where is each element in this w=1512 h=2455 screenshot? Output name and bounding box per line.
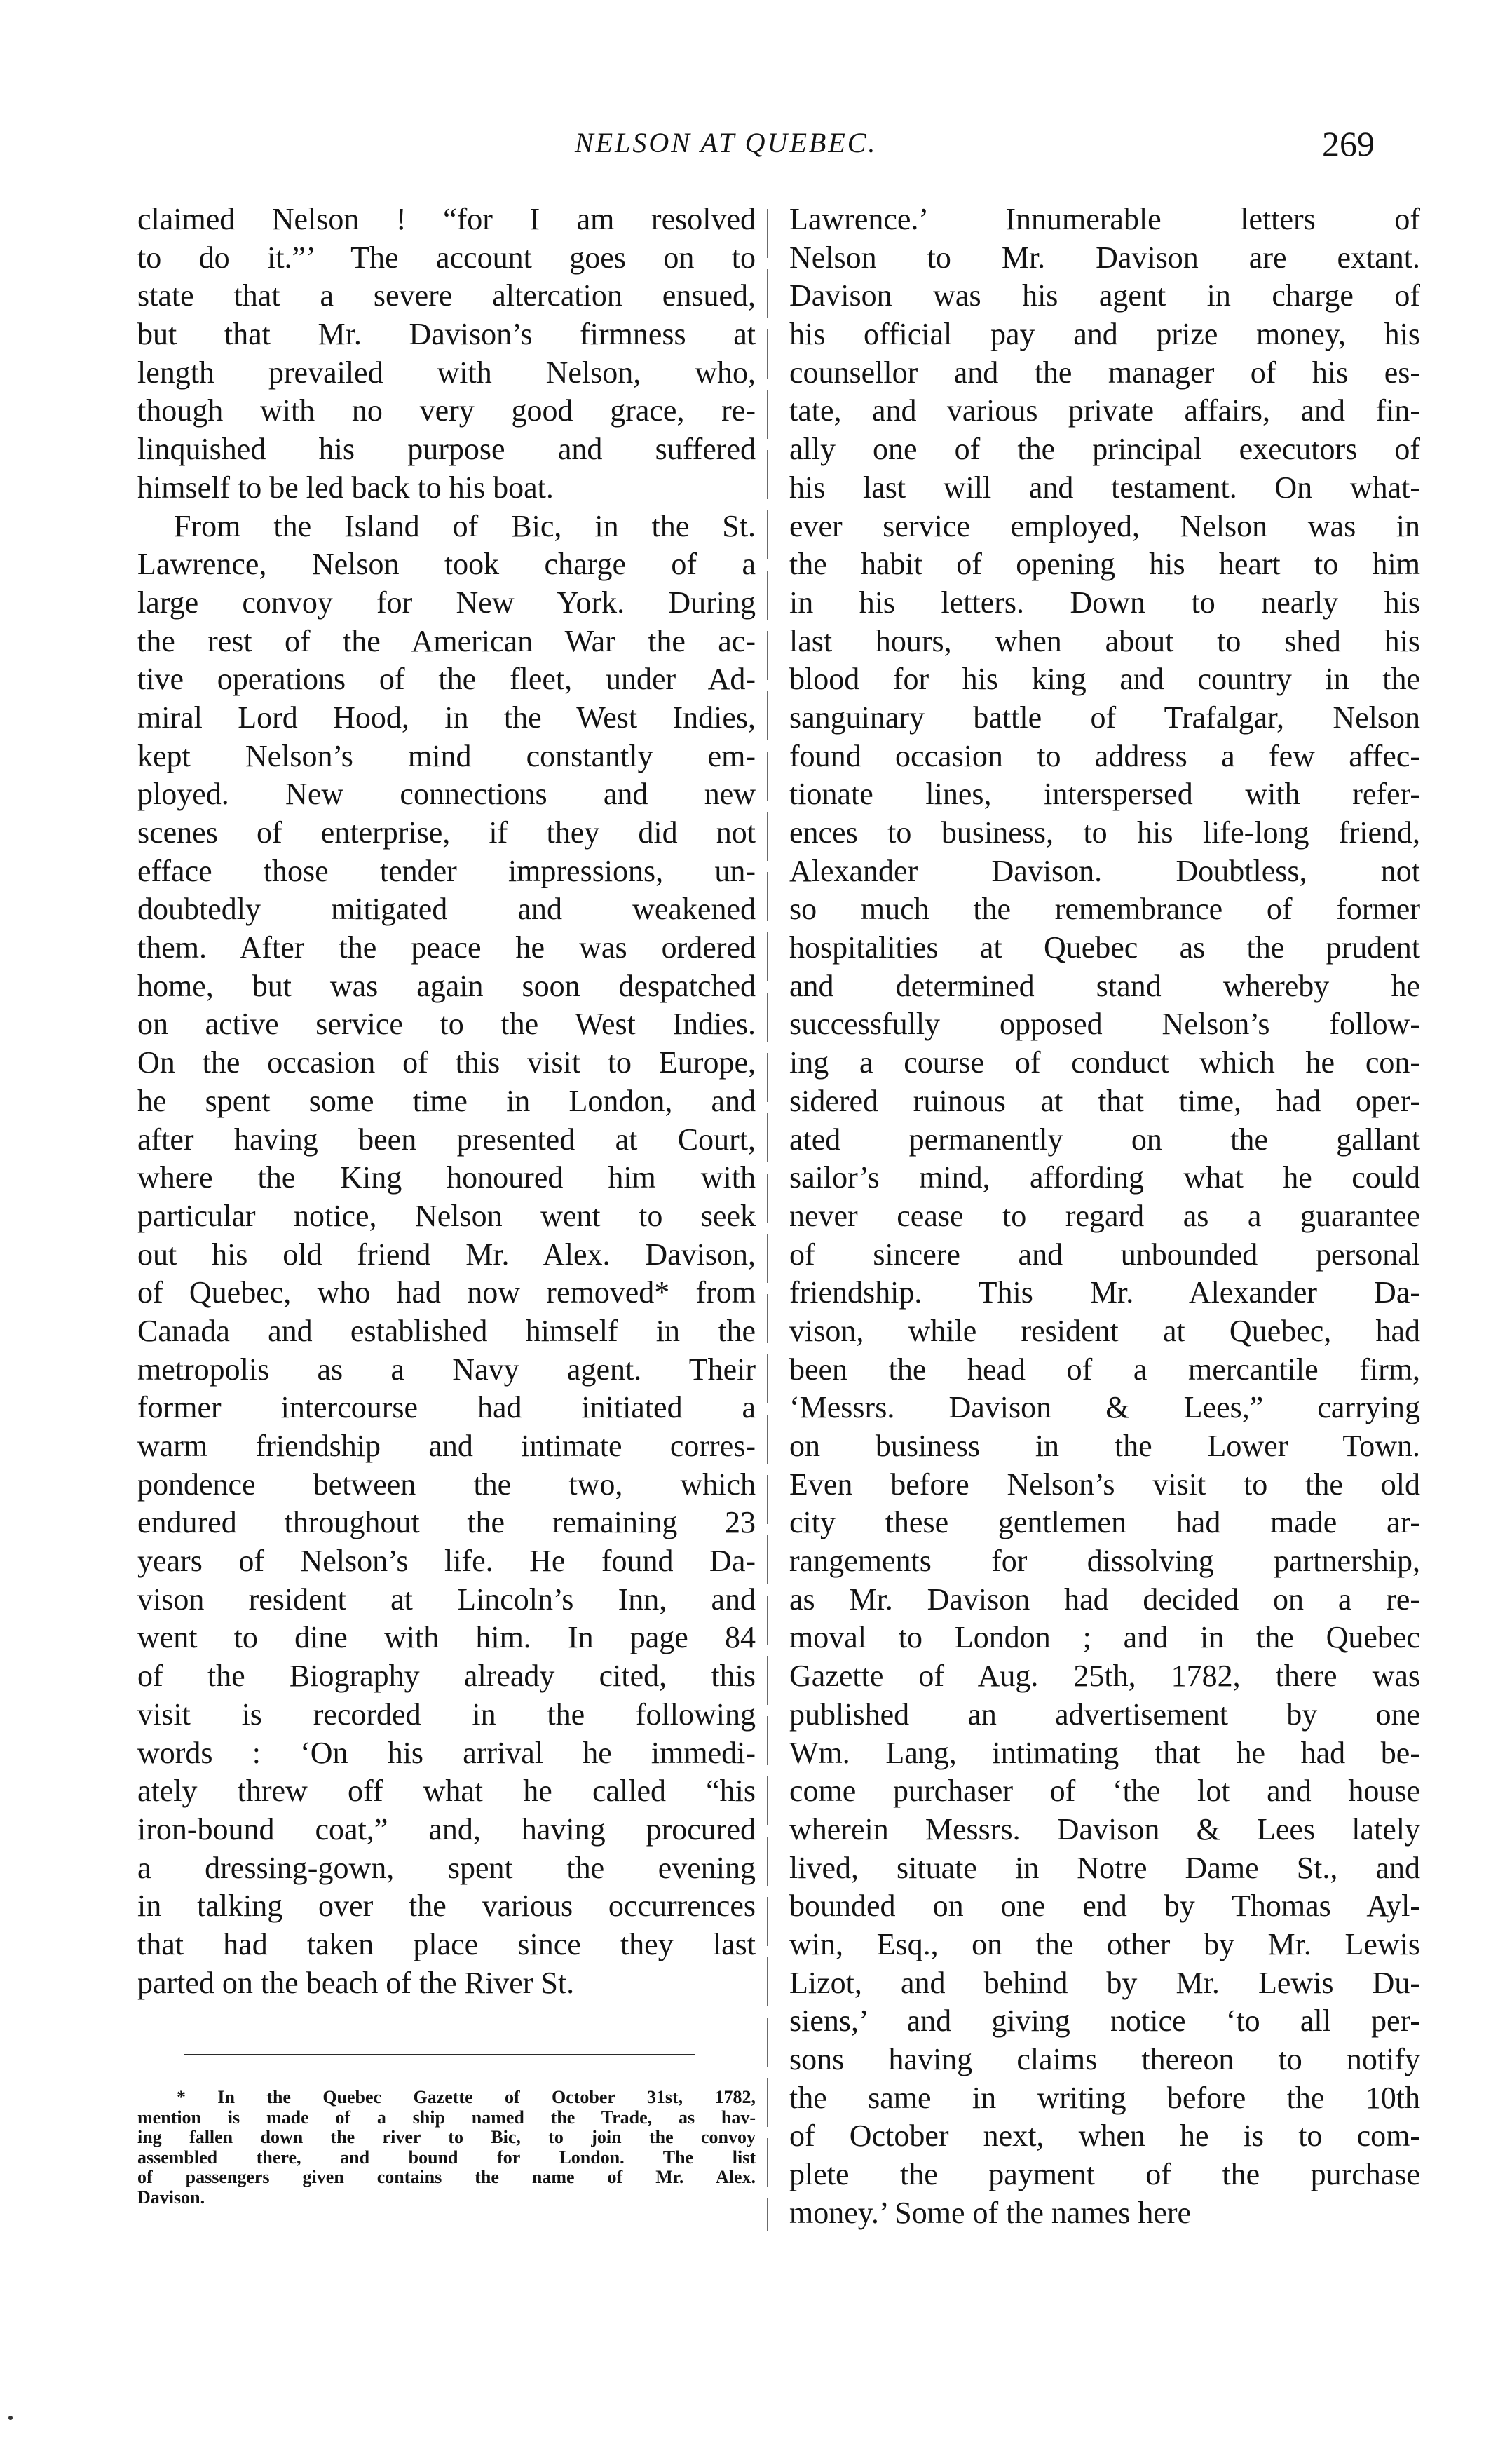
text-line: pondence between the two, which <box>137 1467 756 1502</box>
text-line: ences to business, to his life-long friend, <box>789 815 1420 850</box>
text-line: lived, situate in Notre Dame St., and <box>789 1850 1420 1885</box>
text-line: Gazette of Aug. 25th, 1782, there was <box>789 1659 1420 1694</box>
text-line: miral Lord Hood, in the West Indies, <box>137 700 756 735</box>
text-line: moval to London ; and in the Quebec <box>789 1620 1420 1655</box>
text-line: hospitalities at Quebec as the prudent <box>789 930 1420 965</box>
text-line: win, Esq., on the other by Mr. Lewis <box>789 1926 1420 1961</box>
text-line: of the Biography already cited, this <box>137 1659 756 1694</box>
scan-mark <box>8 2416 13 2420</box>
text-line: of sincere and unbounded personal <box>789 1237 1420 1272</box>
text-line: Wm. Lang, intimating that he had be- <box>789 1735 1420 1770</box>
text-line: large convoy for New York. During <box>137 585 756 620</box>
text-line: his last will and testament. On what- <box>789 470 1420 505</box>
text-line: Lizot, and behind by Mr. Lewis Du- <box>789 1965 1420 2000</box>
text-line: On the occasion of this visit to Europe, <box>137 1045 756 1080</box>
text-line: out his old friend Mr. Alex. Davison, <box>137 1237 756 1272</box>
left-column <box>137 200 756 2002</box>
text-line: in talking over the various occurrences <box>137 1889 756 1924</box>
text-line: metropolis as a Navy agent. Their <box>137 1352 756 1387</box>
text-line: ing a course of conduct which he con- <box>789 1045 1420 1080</box>
text-line: found occasion to address a few affec- <box>789 738 1420 773</box>
text-line: vison, while resident at Quebec, had <box>789 1313 1420 1348</box>
text-line: on business in the Lower Town. <box>789 1429 1420 1463</box>
text-line: home, but was again soon despatched <box>137 968 756 1003</box>
text-line: counsellor and the manager of his es- <box>789 355 1420 390</box>
text-line: ployed. New connections and new <box>137 777 756 812</box>
footnote-line: of passengers given contains the name of Mr. Alex. <box>137 2168 756 2187</box>
text-line: successfully opposed Nelson’s follow- <box>789 1007 1420 1042</box>
text-line: siens,’ and giving notice ‘to all per- <box>789 2004 1420 2039</box>
text-line: on active service to the West Indies. <box>137 1007 756 1042</box>
text-line: Canada and established himself in the <box>137 1313 756 1348</box>
text-line: vison resident at Lincoln’s Inn, and <box>137 1582 756 1617</box>
text-line: went to dine with him. In page 84 <box>137 1620 756 1655</box>
text-line: ‘Messrs. Davison & Lees,” carrying <box>789 1390 1420 1425</box>
text-line: though with no very good grace, re- <box>137 393 756 428</box>
text-line: parted on the beach of the River St. <box>137 1965 575 2000</box>
text-line: his official pay and prize money, his <box>789 317 1420 352</box>
text-line: ated permanently on the gallant <box>789 1122 1420 1157</box>
footnote <box>137 2088 756 2208</box>
text-line: tate, and various private affairs, and fin- <box>789 393 1420 428</box>
text-line: himself to be led back to his boat. <box>137 470 554 505</box>
text-line: a dressing-gown, spent the evening <box>137 1850 756 1885</box>
text-line: and determined stand whereby he <box>789 968 1420 1003</box>
text-line: state that a severe altercation ensued, <box>137 278 756 313</box>
text-line: but that Mr. Davison’s firmness at <box>137 317 756 352</box>
text-line: ately threw off what he called “his <box>137 1774 756 1809</box>
text-line: sidered ruinous at that time, had oper- <box>789 1083 1420 1118</box>
text-line: city these gentlemen had made ar- <box>789 1505 1420 1540</box>
text-line: last hours, when about to shed his <box>789 623 1420 658</box>
text-line: where the King honoured him with <box>137 1160 756 1195</box>
text-line: never cease to regard as a guarantee <box>789 1198 1420 1233</box>
text-line: Alexander Davison. Doubtless, not <box>789 853 1420 888</box>
text-line: so much the remembrance of former <box>789 892 1420 927</box>
footnote-line: assembled there, and bound for London. The list <box>137 2147 756 2168</box>
right-column <box>789 200 1420 2232</box>
text-line: to do it.”’ The account goes on to <box>137 240 756 275</box>
text-line: the same in writing before the 10th <box>789 2080 1420 2115</box>
text-line: come purchaser of ‘the lot and house <box>789 1774 1420 1809</box>
footnote-line: * In the Quebec Gazette of October 31st, 1782, <box>177 2088 756 2107</box>
text-line: words : ‘On his arrival he immedi- <box>137 1735 756 1770</box>
text-line: kept Nelson’s mind constantly em- <box>137 738 756 773</box>
text-line: that had taken place since they last <box>137 1926 756 1961</box>
text-line: them. After the peace he was ordered <box>137 930 756 965</box>
text-line: Davison was his agent in charge of <box>789 278 1420 313</box>
text-line: years of Nelson’s life. He found Da- <box>137 1544 756 1579</box>
text-line: warm friendship and intimate corres- <box>137 1429 756 1463</box>
text-line: Even before Nelson’s visit to the old <box>789 1467 1420 1502</box>
text-line: of October next, when he is to com- <box>789 2119 1420 2154</box>
text-line: friendship. This Mr. Alexander Da- <box>789 1275 1420 1310</box>
text-line: efface those tender impressions, un- <box>137 853 756 888</box>
text-line: ally one of the principal executors of <box>789 432 1420 467</box>
page-number: 269 <box>1322 124 1375 163</box>
footnote-line: ing fallen down the river to Bic, to join the convoy <box>137 2128 756 2147</box>
text-line: particular notice, Nelson went to seek <box>137 1198 756 1233</box>
text-line: former intercourse had initiated a <box>137 1390 756 1425</box>
footnote-line: mention is made of a ship named the Trade, as hav- <box>137 2107 756 2128</box>
footnote-line: Davison. <box>137 2187 205 2208</box>
text-line: tive operations of the fleet, under Ad- <box>137 662 756 697</box>
column-divider <box>767 209 768 2231</box>
text-line: blood for his king and country in the <box>789 662 1420 697</box>
text-line: Lawrence, Nelson took charge of a <box>137 547 756 582</box>
text-line: length prevailed with Nelson, who, <box>137 355 756 390</box>
text-line: linquished his purpose and suffered <box>137 432 756 467</box>
text-line: Nelson to Mr. Davison are extant. <box>789 240 1420 275</box>
text-line: as Mr. Davison had decided on a re- <box>789 1582 1420 1617</box>
text-line: doubtedly mitigated and weakened <box>137 892 756 927</box>
text-line: claimed Nelson ! “for I am resolved <box>137 202 756 236</box>
text-line: sons having claims thereon to notify <box>789 2042 1420 2076</box>
text-line: iron-bound coat,” and, having procured <box>137 1811 756 1847</box>
text-line: sanguinary battle of Trafalgar, Nelson <box>789 700 1420 735</box>
text-line: sailor’s mind, affording what he could <box>789 1160 1420 1195</box>
running-head: NELSON AT QUEBEC. <box>575 127 878 158</box>
text-line: of Quebec, who had now removed* from <box>137 1275 756 1310</box>
text-line: money.’ Some of the names here <box>789 2195 1192 2230</box>
footnote-rule <box>184 2054 695 2055</box>
text-line: the habit of opening his heart to him <box>789 547 1420 582</box>
text-line: ever service employed, Nelson was in <box>789 508 1420 543</box>
text-line: From the Island of Bic, in the St. <box>174 508 756 543</box>
text-line: in his letters. Down to nearly his <box>789 585 1420 620</box>
text-line: visit is recorded in the following <box>137 1696 756 1732</box>
text-line: the rest of the American War the ac- <box>137 623 756 658</box>
text-line: rangements for dissolving partnership, <box>789 1544 1420 1579</box>
text-line: wherein Messrs. Davison & Lees lately <box>789 1811 1420 1847</box>
text-line: been the head of a mercantile firm, <box>789 1352 1420 1387</box>
text-line: published an advertisement by one <box>789 1696 1420 1732</box>
text-line: bounded on one end by Thomas Ayl- <box>789 1889 1420 1924</box>
text-line: scenes of enterprise, if they did not <box>137 815 756 850</box>
text-line: plete the payment of the purchase <box>789 2157 1420 2192</box>
text-line: after having been presented at Court, <box>137 1122 756 1157</box>
text-line: he spent some time in London, and <box>137 1083 756 1118</box>
text-line: endured throughout the remaining 23 <box>137 1505 756 1540</box>
text-line: Lawrence.’ Innumerable letters of <box>789 202 1420 236</box>
text-line: tionate lines, interspersed with refer- <box>789 777 1420 812</box>
